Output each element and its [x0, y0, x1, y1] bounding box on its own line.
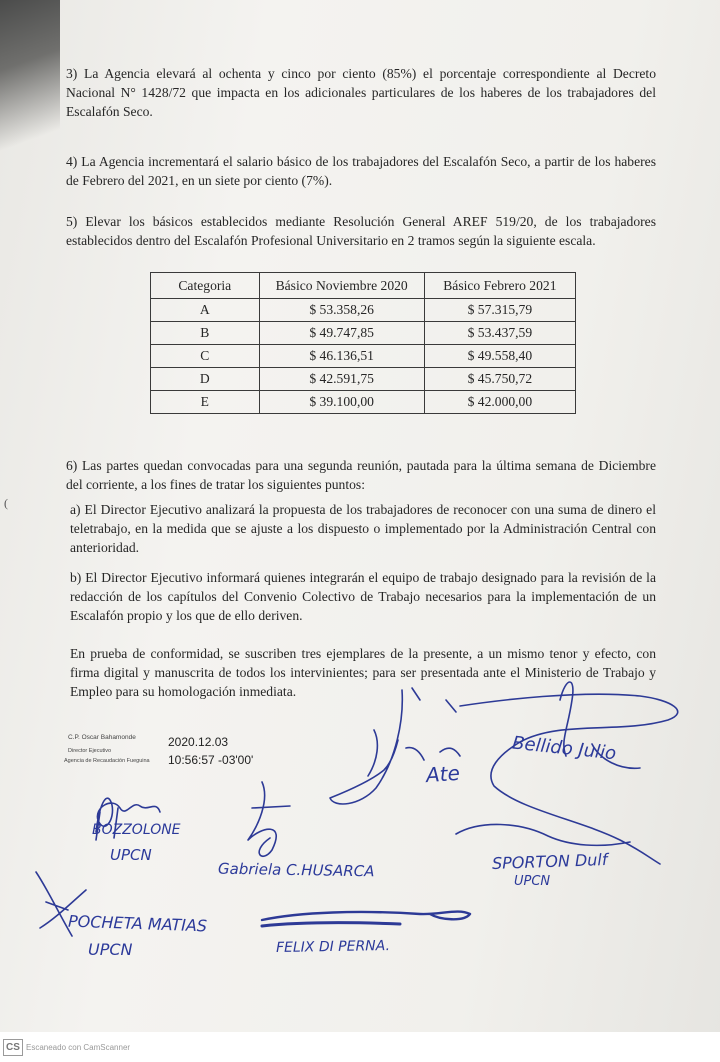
digital-signature-time: 10:56:57 -03'00' — [168, 753, 254, 767]
paragraph-item-6b: b) El Director Ejecutivo informará quienes integrarán el equipo de trabajo designado para la revisión de la redacción de los capítulos del Convenio Colectivo de Trabajo necesarios para la implementación de un Escalafón propio y los que de ello deriven. — [70, 570, 656, 623]
cell-noviembre: $ 42.591,75 — [259, 368, 424, 391]
cell-febrero: $ 45.750,72 — [424, 368, 575, 391]
cell-febrero: $ 49.558,40 — [424, 345, 575, 368]
digital-signature-date: 2020.12.03 — [168, 735, 229, 749]
cell-febrero: $ 53.437,59 — [424, 322, 575, 345]
handwritten-ate: Ate — [425, 760, 461, 788]
handwritten-pocheta: POCHETA MATIAS — [67, 911, 208, 936]
signature-scribble-felix — [262, 912, 470, 920]
cell-categoria: D — [151, 368, 260, 391]
handwritten-upcn-3: UPCN — [88, 940, 133, 959]
handwritten-bellido: Bellido Julio — [511, 732, 618, 765]
handwritten-upcn-2: UPCN — [514, 874, 551, 889]
paragraph-item-4: 4) La Agencia incrementará el salario básico de los trabajadores del Escalafón Seco, a partir de los haberes de Febrero del 2021, en un siete por ciento (7%). — [66, 154, 656, 188]
handwritten-bozzolone: BOZZOLONE — [92, 822, 181, 838]
signature-scribble-center — [330, 690, 460, 804]
camscanner-logo-icon: CS — [3, 1039, 23, 1056]
header-categoria: Categoria — [151, 273, 260, 299]
paragraph-closing: En prueba de conformidad, se suscriben tres ejemplares de la presente, a un mismo tenor y efecto, con firma digital y manuscrita de todos los intervinientes; para ser presentada ante el Ministerio de Trabajo y Empleo para su homologación inmediata. — [70, 646, 656, 699]
paragraph-item-3: 3) La Agencia elevará al ochenta y cinco por ciento (85%) el porcentaje correspondiente al Decreto Nacional N° 1428/72 que impacta en los adicionales particulares de los haberes de los trabajadores del Escalafón Seco. — [66, 66, 656, 119]
cell-febrero: $ 42.000,00 — [424, 391, 575, 414]
stamp-name: C.P. Oscar Bahamonde — [68, 734, 136, 741]
handwritten-chusarca: Gabriela C.HUSARCA — [217, 859, 375, 881]
handwritten-felix: FELIX DI PERNA. — [275, 938, 391, 956]
paragraph-item-5: 5) Elevar los básicos establecidos mediante Resolución General AREF 519/20, de los trabajadores establecidos dentro del Escalafón Profesional Universitario en 2 tramos según la siguiente escala. — [66, 214, 656, 248]
header-basico-noviembre: Básico Noviembre 2020 — [259, 273, 424, 299]
cell-noviembre: $ 53.358,26 — [259, 299, 424, 322]
header-basico-febrero: Básico Febrero 2021 — [424, 273, 575, 299]
handwritten-sporton: SPORTON Dulf — [491, 849, 608, 874]
stamp-role: Director Ejecutivo — [68, 748, 112, 754]
cell-noviembre: $ 46.136,51 — [259, 345, 424, 368]
signature-scribble-chusarca — [248, 782, 290, 856]
cell-febrero: $ 57.315,79 — [424, 299, 575, 322]
camscanner-watermark: Escaneado con CamScanner — [26, 1043, 131, 1052]
signature-scribble-sporton — [456, 824, 630, 845]
cell-categoria: E — [151, 391, 260, 414]
scanner-footer — [0, 1032, 720, 1062]
cell-noviembre: $ 39.100,00 — [259, 391, 424, 414]
paragraph-item-6a: a) El Director Ejecutivo analizará la propuesta de los trabajadores de reconocer con una suma de dinero el teletrabajo, en la medida que se ajuste a los dispuesto o implementado por la Administración Central con anterioridad. — [70, 502, 656, 555]
handwritten-upcn-1: UPCN — [110, 846, 152, 864]
paragraph-item-6: 6) Las partes quedan convocadas para una segunda reunión, pautada para la última semana de Diciembre del corriente, a los fines de tratar los siguientes puntos: — [66, 458, 656, 492]
margin-mark: ( — [4, 496, 8, 510]
cell-categoria: B — [151, 322, 260, 345]
cell-categoria: A — [151, 299, 260, 322]
stamp-organization: Agencia de Recaudación Fueguina — [64, 758, 150, 764]
cell-noviembre: $ 49.747,85 — [259, 322, 424, 345]
cell-categoria: C — [151, 345, 260, 368]
